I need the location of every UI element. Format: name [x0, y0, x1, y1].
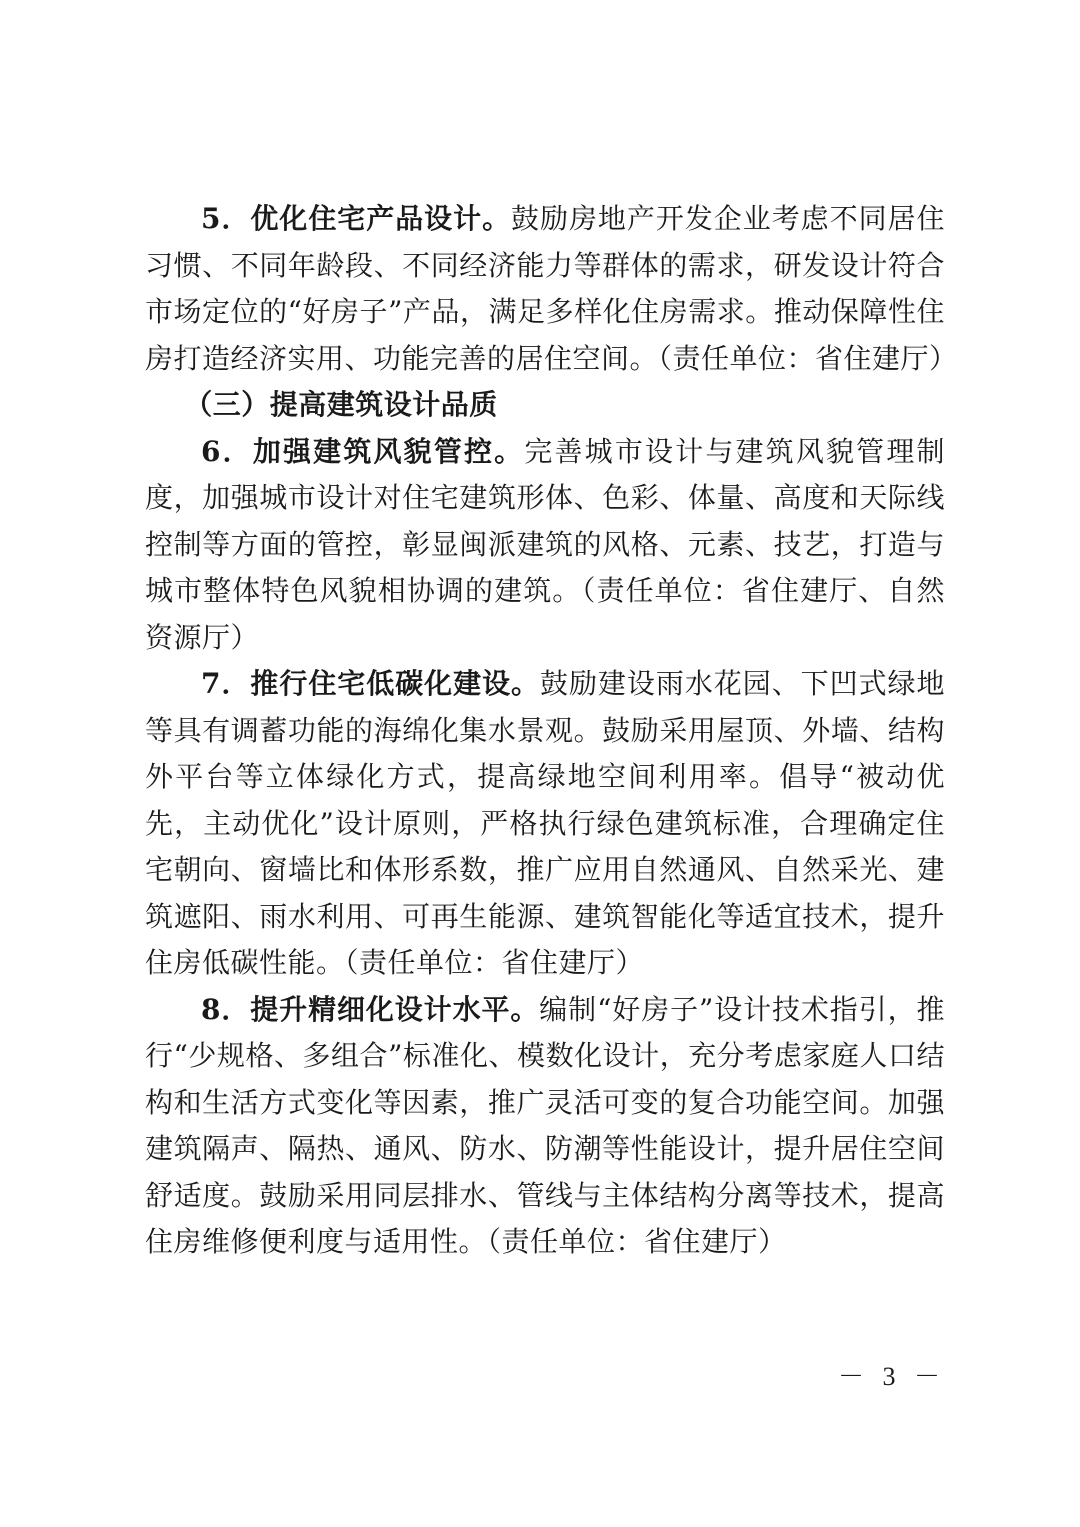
item-8-text: 编制“好房子”设计技术指引，推行“少规格、多组合”标准化、模数化设计，充分考虑家庭人口结构和生活方式变化等因素，推广灵活可变的复合功能空间。加强建筑隔声、隔热、通风、防水、防潮等性能设计，提升居住空间舒适度。鼓励采用同层排水、管线与主体结构分离等技术，提高住房维修便利度与适用性。（责任单位：省住建厅）: [145, 992, 945, 1258]
item-6-text: 完善城市设计与建筑风貌管理制度，加强城市设计对住宅建筑形体、色彩、体量、高度和天际线控制等方面的管控，彰显闽派建筑的风格、元素、技艺，打造与城市整体特色风貌相协调的建筑。（责任单位：省住建厅、自然资源厅）: [145, 434, 945, 654]
item-5-title: 5．优化住宅产品设计。: [201, 202, 512, 235]
item-5-paragraph: [145, 196, 958, 382]
item-8-paragraph: [145, 987, 945, 1266]
item-6-title: 6．加强建筑风貌管控。: [201, 434, 525, 468]
item-7-title: 7．推行住宅低碳化建设。: [201, 667, 541, 700]
item-8-title: 8．提升精细化设计水平。: [201, 992, 540, 1026]
item-5-text: 鼓励房地产开发企业考虑不同居住习惯、不同年龄段、不同经济能力等群体的需求，研发设计符合市场定位的“好房子”产品，满足多样化住房需求。推动保障性住房打造经济实用、功能完善的居住空间。（责任单位：省住建厅）: [145, 202, 958, 375]
item-6-paragraph: [145, 429, 945, 662]
page-number: － 3 －: [837, 1362, 946, 1391]
item-7-paragraph: [145, 661, 945, 987]
item-7-text: 鼓励建设雨水花园、下凹式绿地等具有调蓄功能的海绵化集水景观。鼓励采用屋顶、外墙、结构外平台等立体绿化方式，提高绿地空间利用率。倡导“被动优先，主动优化”设计原则，严格执行绿色建筑标准，合理确定住宅朝向、窗墙比和体形系数，推广应用自然通风、自然采光、建筑遮阳、雨水利用、可再生能源、建筑智能化等适宜技术，提升住房低碳性能。（责任单位：省住建厅）: [145, 667, 945, 979]
document-body: [145, 196, 958, 1266]
section-heading-3: （三）提高建筑设计品质: [184, 388, 498, 421]
